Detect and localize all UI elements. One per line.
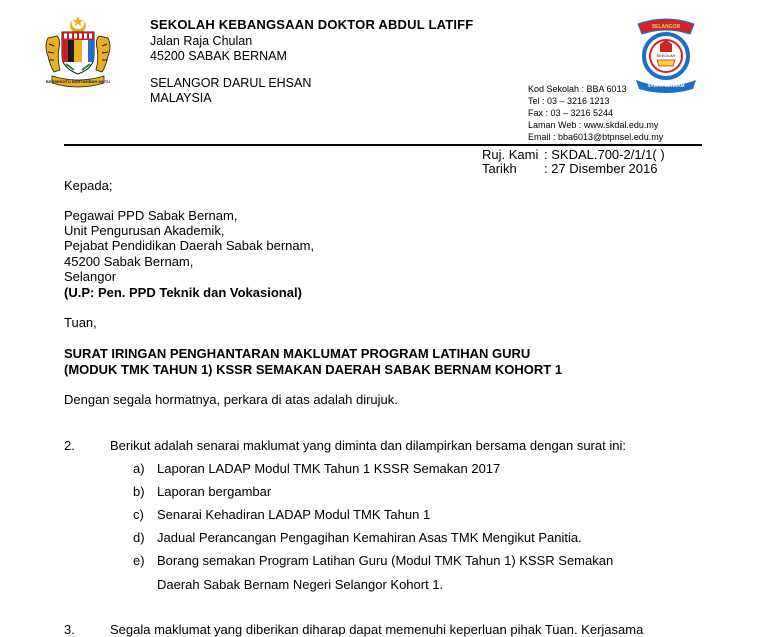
list-item-letter: a) xyxy=(133,461,145,476)
header-divider xyxy=(64,144,702,146)
list-item-text: Borang semakan Program Latihan Guru (Modul TMK Tahun 1) KSSR Semakan xyxy=(157,553,614,568)
attention-line: (U.P: Pen. PPD Teknik dan Vokasional) xyxy=(64,285,302,300)
coat-of-arms-logo xyxy=(42,14,114,90)
crest-motto: BERSEKUTU BERTAMBAH MUTU xyxy=(45,79,111,84)
list-item-letter: e) xyxy=(133,553,145,568)
greeting: Tuan, xyxy=(64,315,97,330)
ref-value: : SKDAL.700-2/1/1( ) xyxy=(544,147,665,162)
email-link[interactable]: Email : bba6013@btpnsel.edu.my xyxy=(528,132,664,142)
badge-mid-text: SEKOLAH xyxy=(656,53,676,58)
paragraph-2-text: Berikut adalah senarai maklumat yang diminta dan dilampirkan bersama dengan surat ini: xyxy=(110,438,626,453)
school-name: SEKOLAH KEBANGSAAN DOKTOR ABDUL LATIFF xyxy=(150,17,474,32)
address-line-2: 45200 SABAK BERNAM xyxy=(150,49,287,63)
ref-label: Ruj. Kami xyxy=(482,147,539,162)
opening-paragraph: Dengan segala hormatnya, perkara di atas adalah dirujuk. xyxy=(64,392,398,407)
date-label: Tarikh xyxy=(482,161,517,176)
list-item-letter: b) xyxy=(133,484,145,499)
recipient-line: Pegawai PPD Sabak Bernam, xyxy=(64,208,238,223)
school-badge-logo xyxy=(630,14,702,94)
recipient-line: 45200 Sabak Bernam, xyxy=(64,254,194,269)
recipient-line: Pejabat Pendidikan Daerah Sabak bernam, xyxy=(64,238,315,253)
paragraph-3-number: 3. xyxy=(64,622,75,637)
address-line-3: SELANGOR DARUL EHSAN xyxy=(150,76,312,90)
address-line-1: Jalan Raja Chulan xyxy=(150,34,253,48)
list-item-text: Laporan bergambar xyxy=(157,484,272,499)
list-item-letter: c) xyxy=(133,507,144,522)
date-value: : 27 Disember 2016 xyxy=(544,161,658,176)
website-link[interactable]: Laman Web : www.skdal.edu.my xyxy=(528,120,659,130)
subject-line-1: SURAT IRINGAN PENGHANTARAN MAKLUMAT PROGRAM LATIHAN GURU xyxy=(64,346,531,361)
list-item-text: Jadual Perancangan Pengagihan Kemahiran Asas TMK Mengikut Panitia. xyxy=(157,530,582,545)
contact-block xyxy=(528,83,663,143)
telephone: Tel : 03 – 3216 1213 xyxy=(528,96,610,106)
list-item-continuation: Daerah Sabak Bernam Negeri Selangor Kohort 1. xyxy=(157,577,444,592)
list-item-letter: d) xyxy=(133,530,145,545)
recipient-line: Selangor xyxy=(64,269,117,284)
badge-top-text: SELANGOR xyxy=(651,24,681,30)
list-item-text: Laporan LADAP Modul TMK Tahun 1 KSSR Semakan 2017 xyxy=(157,461,501,476)
subject-line-2: (MODUK TMK TAHUN 1) KSSR SEMAKAN DAERAH SABAK BERNAM KOHORT 1 xyxy=(64,362,563,377)
salutation-to: Kepada; xyxy=(64,178,113,193)
paragraph-3-text: Segala maklumat yang diberikan diharap dapat memenuhi keperluan pihak Tuan. Kerjasama xyxy=(110,622,644,637)
paragraph-2-number: 2. xyxy=(64,438,75,453)
fax: Fax : 03 – 3216 5244 xyxy=(528,108,614,118)
address-line-4: MALAYSIA xyxy=(150,91,212,105)
list-item-text: Senarai Kehadiran LADAP Modul TMK Tahun 1 xyxy=(157,507,431,522)
school-code: Kod Sekolah : BBA 6013 xyxy=(528,84,627,94)
recipient-line: Unit Pengurusan Akademik, xyxy=(64,223,225,238)
badge-bottom-text: SABAK BERNAM xyxy=(647,83,685,88)
